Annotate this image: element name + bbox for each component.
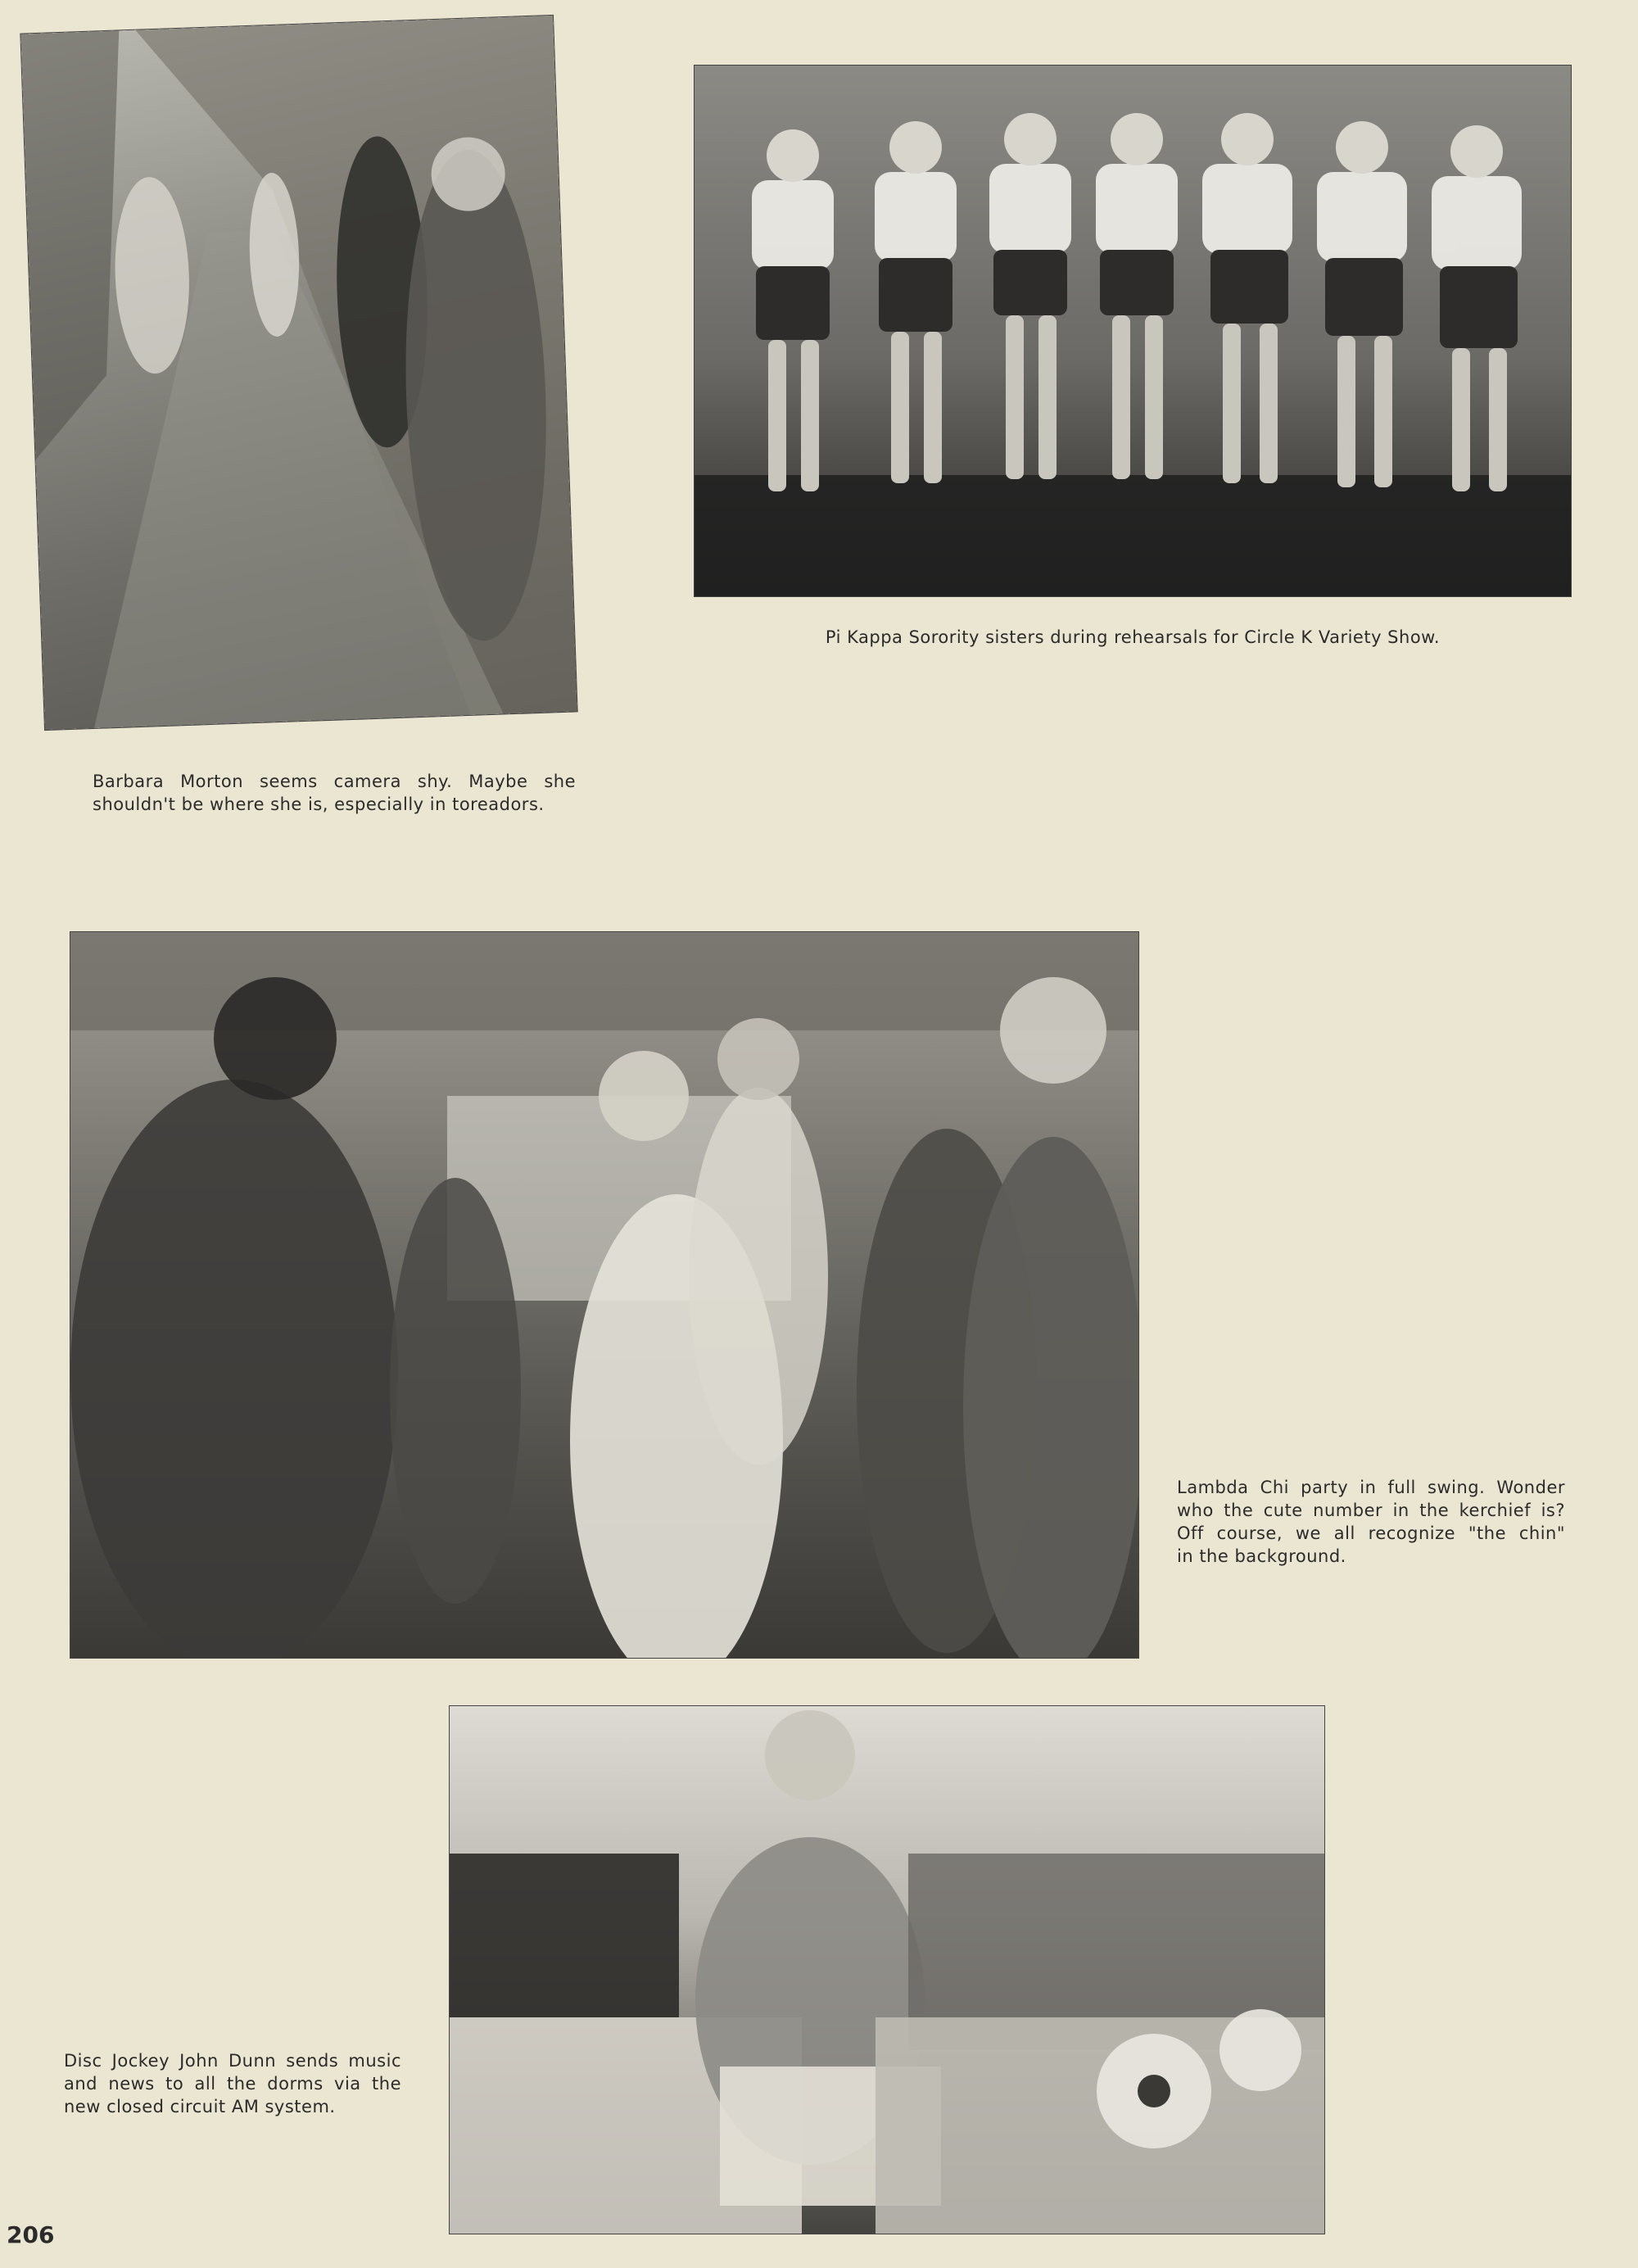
caption-pi-kappa-line-1: Pi Kappa Sorority sisters during rehearsals for Circle K Variety Show. <box>825 627 1441 647</box>
caption-lambda-line-3: Off course, we all recognize "the chin" <box>1177 1523 1565 1543</box>
caption-dj-line-2: and news to all the dorms via the <box>64 2074 401 2094</box>
caption-lambda-line-4: in the background. <box>1177 1546 1346 1566</box>
caption-dj-line-3: new closed circuit AM system. <box>64 2097 336 2116</box>
photo-pi-kappa-sisters <box>695 66 1571 596</box>
caption-lambda-chi <box>1177 1476 1565 1568</box>
sorority-line-illustration <box>695 66 1571 596</box>
photo-barbara-morton-path <box>20 16 577 730</box>
caption-dj-line-1: Disc Jockey John Dunn sends music <box>64 2051 401 2071</box>
photo-lambda-chi-party <box>70 932 1138 1658</box>
caption-barbara-line-2: shouldn't be where she is, especially in toreadors. <box>93 794 545 814</box>
path-scene-illustration <box>20 16 577 730</box>
caption-barbara-line-1: Barbara Morton seems camera shy. Maybe she <box>93 772 576 791</box>
caption-lambda-line-2: who the cute number in the kerchief is? <box>1177 1501 1565 1520</box>
photo-disc-jockey-studio <box>450 1706 1324 2234</box>
studio-scene-illustration <box>450 1706 1324 2234</box>
caption-pi-kappa <box>695 626 1571 649</box>
caption-barbara-morton <box>93 770 576 816</box>
page-number: 206 <box>7 2221 55 2248</box>
party-scene-illustration <box>70 932 1138 1658</box>
caption-lambda-line-1: Lambda Chi party in full swing. Wonder <box>1177 1478 1565 1497</box>
caption-disc-jockey <box>64 2049 401 2118</box>
